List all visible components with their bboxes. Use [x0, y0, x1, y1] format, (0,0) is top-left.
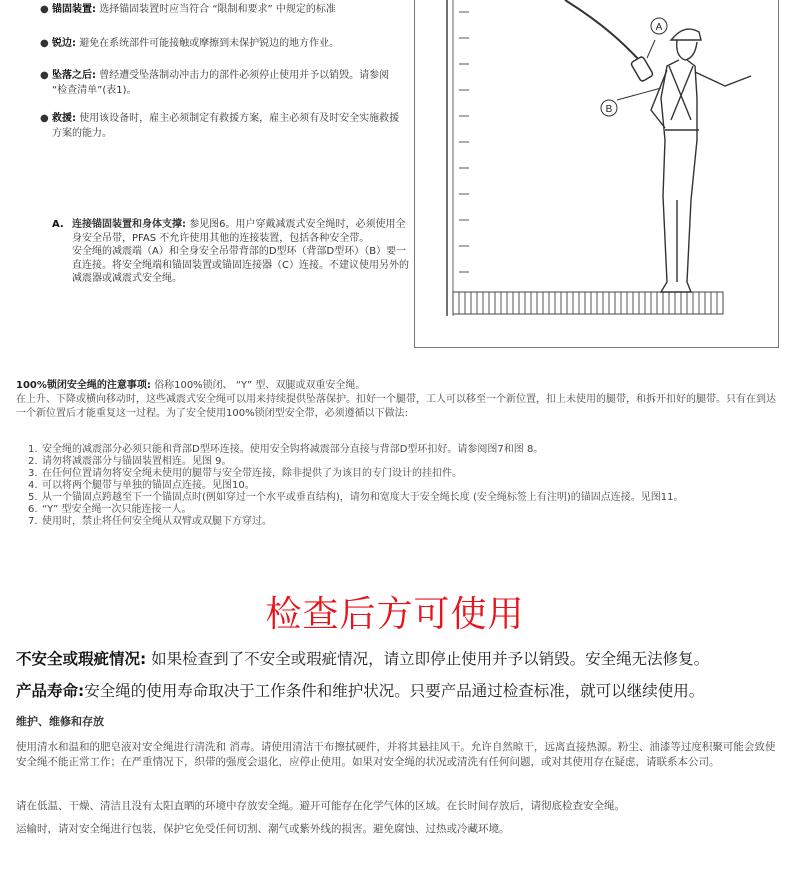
worker-illustration	[415, 0, 778, 347]
bullet-term: 救援:	[52, 113, 76, 124]
section-term: 连接锚固装置和身体支撑:	[72, 219, 186, 230]
note-title	[16, 376, 365, 391]
bullet-text: 曾经遭受坠落制动冲击力的部件必须停止使用并予以销毁。请参阅 “检查清单”(表1)。	[52, 70, 390, 96]
steps-list	[28, 444, 778, 528]
section-text-2: 安全绳的减震端（A）和全身安全吊带背部的D型环（背部D型环）（B）要一直连接。将安全绳端和锚固装置或锚固连接器（C）连接。不建议使用另外的减震器或减震式安全绳。	[72, 246, 409, 284]
lanyard-rope	[565, 0, 641, 62]
unsafe-text: 如果检查到了不安全或瑕疵情况，请立即停止使用并予以销毁。安全绳无法修复。	[146, 650, 710, 668]
list-item: 4. 可以将两个腿带与单独的锚固点连接。见图10。	[28, 480, 255, 491]
list-item: 2. 请勿将减震部分与锚固装置相连。见图 9。	[28, 456, 232, 467]
product-life-line	[16, 679, 704, 701]
bullet-term: 锐边:	[52, 38, 76, 49]
list-item: 6. “Y” 型安全绳一次只能连接一人。	[28, 504, 192, 515]
floor-grating	[453, 292, 723, 314]
unsafe-term: 不安全或瑕疵情况:	[16, 650, 147, 668]
lifespan-term: 产品寿命:	[16, 682, 85, 700]
grating-bars	[459, 292, 717, 314]
cleaning-paragraph: 使用清水和温和的肥皂液对安全绳进行清洗和 消毒。请使用清洁干布擦拭硬件，并将其悬挂风干。允许自然晾干，远离直接热源。粉尘、油漆等过度积聚可能会致使安全绳不能正常工作；在严重情况下，织带的强度会退化，应停止使用。如果对安全绳的状况或清洗有任何问题，或对其使用存在疑虑，请联系本公司。	[16, 741, 776, 768]
callout-a-label: A	[655, 22, 663, 33]
section-letter: A.	[52, 219, 64, 230]
note-title-term: 100%锁闭安全绳的注意事项:	[16, 380, 151, 391]
bullet-text: 避免在系统部件可能接触或摩擦到未保护锐边的地方作业。	[79, 38, 340, 49]
maintenance-heading: 维护、维修和存放	[16, 715, 104, 728]
bullet-dot: ●	[40, 70, 49, 81]
figure-frame	[414, 0, 779, 348]
bullet-term: 坠落之后:	[52, 70, 96, 81]
callout-b-label: B	[605, 104, 613, 115]
lifespan-text: 安全绳的使用寿命取决于工作条件和维护状况。只要产品通过检查标准，就可以继续使用。	[84, 682, 705, 700]
list-item: 5. 从一个锚固点跨越至下一个锚固点时(例如穿过一个水平或垂直结构)，请勿和宽度大于安全绳长度 (安全绳标签上有注明)的锚固点连接。见图11。	[28, 492, 684, 503]
note-title-rest: 俗称100%锁闭、 “Y” 型、双腿或双重安全绳。	[154, 380, 366, 391]
unsafe-condition-line	[16, 647, 709, 669]
bullet-anchorage	[40, 2, 404, 17]
inspect-before-use-title: 检查后方可使用	[265, 594, 525, 635]
bullet-rescue	[40, 111, 404, 141]
bullet-dot: ●	[40, 38, 49, 49]
bullet-term: 锚固装置:	[52, 4, 96, 15]
list-item: 1. 安全绳的减震部分必须只能和背部D型环连接。使用安全钩将减震部分直接与背部D型环扣好。请参阅图7和图 8。	[28, 444, 544, 455]
note-body: 在上升、下降或横向移动时，这些减震式安全绳可以用来持续提供坠落保护。扣好一个腿带，工人可以移至一个新位置，扣上未使用的腿带，和拆开扣好的腿带。只有在到达一个新位置后才能重复这一过程。为了安全使用100%锁闭型安全带，必须遵循以下做法:	[16, 394, 776, 419]
callout-b-line	[617, 88, 661, 100]
section-a-connection	[52, 218, 412, 286]
section-text-1: 参见图6。用户穿戴减震式安全绳时，必须使用全身安全吊带，PFAS 不允许使用其他的连接装置，包括各种安全带。	[72, 219, 406, 244]
post-ticks	[459, 12, 469, 272]
bullet-sharp-edges	[40, 36, 404, 51]
bullet-dot: ●	[40, 113, 49, 124]
shock-absorber	[630, 56, 653, 82]
transport-paragraph: 运输时，请对安全绳进行包装，保护它免受任何切割、潮气或紫外线的损害。避免腐蚀、过热或冷藏环境。	[16, 823, 510, 835]
list-item: 3. 在任何位置请勿将安全绳未使用的腿带与安全带连接，除非提供了为该目的专门设计的挂扣件。	[28, 468, 462, 479]
list-item: 7. 使用时，禁止将任何安全绳从双臂或双腿下方穿过。	[28, 516, 272, 527]
worker-figure	[651, 29, 751, 292]
callout-a-line	[647, 40, 655, 58]
bullet-dot: ●	[40, 4, 49, 15]
storage-paragraph: 请在低温、干燥、清洁且没有太阳直晒的环境中存放安全绳。避开可能存在化学气体的区域。在长时间存放后，请彻底检查安全绳。	[16, 800, 625, 812]
bullet-text: 选择锚固装置时应当符合 “限制和要求” 中规定的标准	[99, 4, 336, 15]
bullet-after-fall	[40, 68, 404, 98]
bullet-text: 使用该设备时，雇主必须制定有救援方案，雇主必须有及时安全实施救援方案的能力。	[52, 113, 400, 139]
